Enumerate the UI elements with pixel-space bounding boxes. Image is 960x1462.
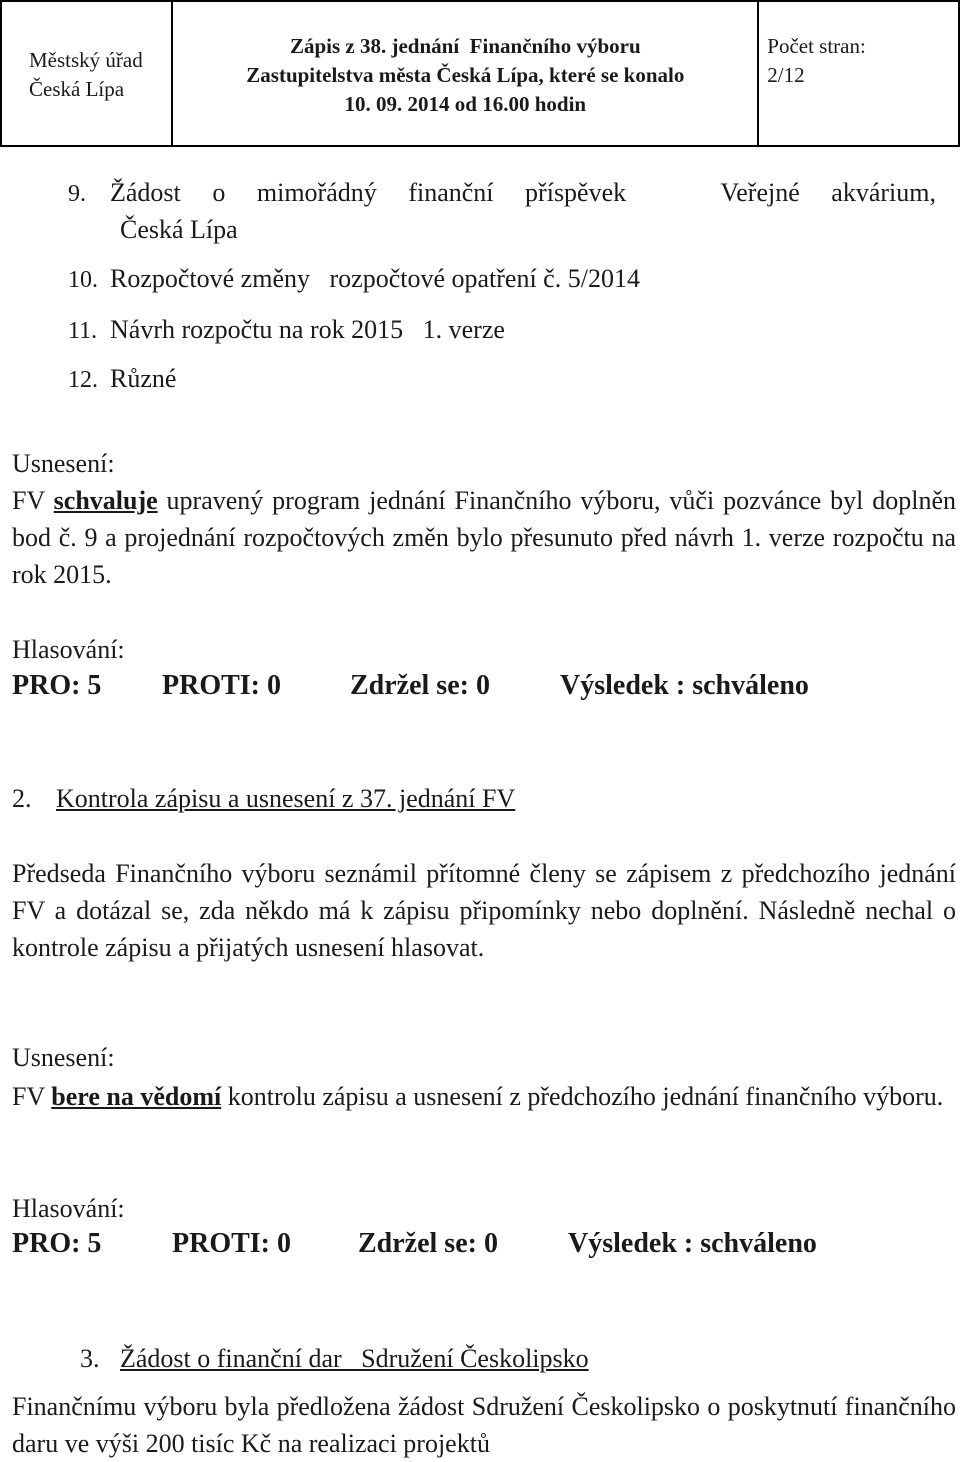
resolution-verb: schvaluje [53, 486, 158, 515]
resolution-rest: upravený program jednání Finančního výboru, vůči pozvánce byl doplněn bod č. 9 a projednání rozpočtových změn bylo přesunuto před návrh 1. verze rozpočtu na rok 2015. [12, 486, 956, 589]
document-header [0, 0, 960, 147]
vote-zdrzel: Zdržel se: 0 [358, 1228, 498, 1259]
agenda-item [68, 174, 936, 213]
vote-pro: PRO: 5 [12, 670, 102, 701]
resolution-text [12, 482, 956, 593]
document-title-line3: 10. 09. 2014 od 16.00 hodin [344, 92, 587, 116]
header-title-cell [172, 1, 758, 146]
vote-label: Hlasování: [12, 1194, 125, 1223]
vote-zdrzel: Zdržel se: 0 [350, 670, 490, 701]
agenda-item-text: Žádost o mimořádný finanční příspěvek Veřejné akvárium, [110, 178, 936, 207]
section-number: 2. [12, 784, 32, 813]
section-number: 3. [80, 1344, 100, 1373]
header-office-cell [1, 1, 172, 146]
vote-result-row [12, 670, 952, 710]
vote-vysledek: Výsledek : schváleno [568, 1228, 817, 1259]
resolution-prefix: FV [12, 1082, 52, 1111]
vote-proti: PROTI: 0 [172, 1228, 291, 1259]
section-body: Předseda Finančního výboru seznámil přítomné členy se zápisem z předchozího jednání FV a dotázal se, zda někdo má k zápisu připomínky nebo doplnění. Následně nechal o kontrole zápisu a přijatých usnesení hlasovat. [12, 859, 956, 962]
section-body: Finančnímu výboru byla předložena žádost Sdružení Českolipsko o poskytnutí finančního daru ve výši 200 tisíc Kč na realizaci projektů [12, 1392, 956, 1458]
agenda-item [68, 260, 640, 299]
section-heading [80, 1340, 589, 1377]
vote-proti: PROTI: 0 [162, 670, 281, 701]
agenda-item-text: Rozpočtové změny rozpočtové opatření č. 5/2014 [110, 264, 640, 293]
document-title-line1: Zápis z 38. jednání Finančního výboru [289, 34, 641, 58]
agenda-item [68, 360, 176, 399]
office-city: Česká Lípa [29, 77, 125, 101]
resolution-label: Usnesení: [12, 449, 115, 478]
section-heading [12, 780, 515, 817]
document-title-line2: Zastupitelstva města Česká Lípa, které se konalo [246, 63, 685, 87]
vote-label: Hlasování: [12, 635, 125, 664]
office-name: Městský úřad [29, 48, 143, 72]
resolution-prefix: FV [12, 486, 54, 515]
page-count-value: 2/12 [767, 63, 805, 87]
agenda-item-number: 12. [68, 367, 98, 393]
header-pages-cell [758, 1, 959, 146]
vote-vysledek: Výsledek : schváleno [560, 670, 809, 701]
agenda-item-text: Návrh rozpočtu na rok 2015 1. verze [110, 315, 505, 344]
agenda-item-text: Různé [110, 364, 177, 393]
section-title: Žádost o finanční dar Sdružení Českolipsko [120, 1344, 589, 1373]
agenda-item-continuation: Česká Lípa [120, 215, 238, 244]
agenda-item-number: 11. [68, 318, 98, 344]
resolution-rest: kontrolu zápisu a usnesení z předchozího jednání finančního výboru. [221, 1082, 944, 1111]
resolution-verb: bere na vědomí [51, 1082, 222, 1111]
resolution-text [12, 1078, 956, 1115]
agenda-item [68, 311, 505, 350]
vote-pro: PRO: 5 [12, 1228, 102, 1259]
section-title: Kontrola zápisu a usnesení z 37. jednání FV [56, 784, 516, 813]
agenda-item-number: 9. [68, 181, 86, 207]
page-count-label: Počet stran: [767, 34, 866, 58]
agenda-item-number: 10. [68, 267, 98, 293]
resolution-label: Usnesení: [12, 1043, 115, 1072]
vote-result-row [12, 1228, 952, 1268]
